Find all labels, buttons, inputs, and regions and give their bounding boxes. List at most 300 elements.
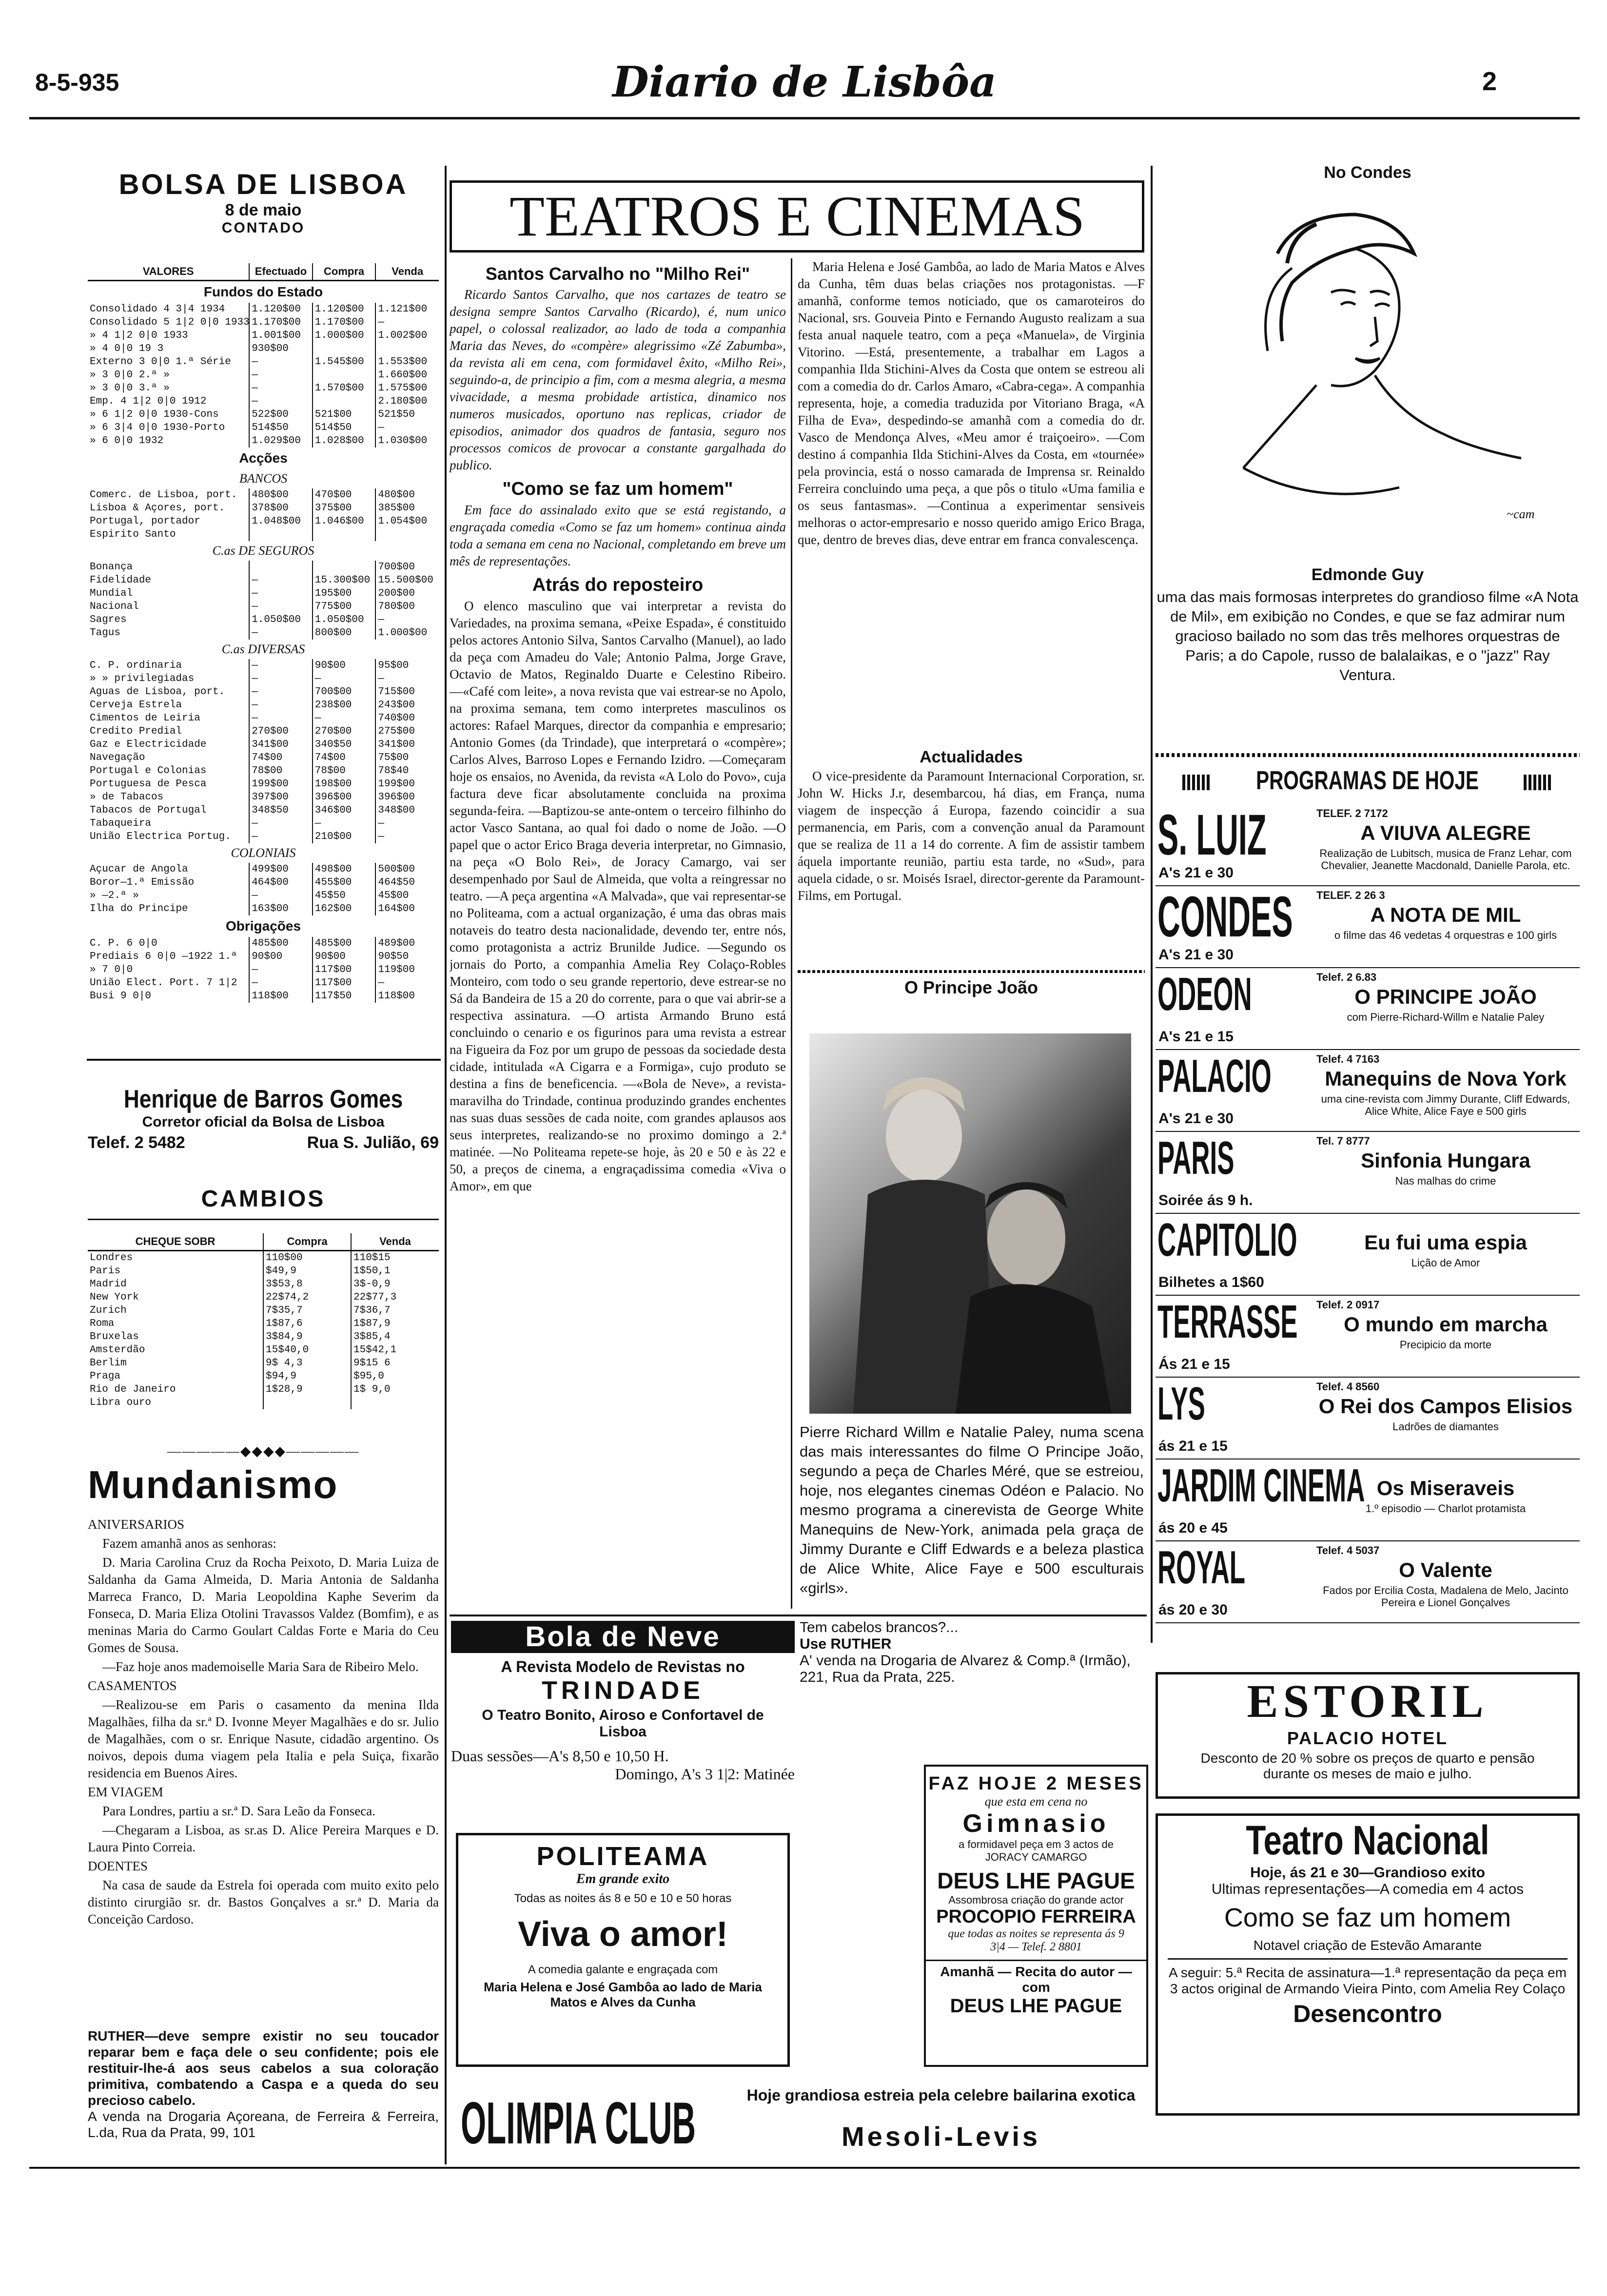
programa-item — [1156, 804, 1580, 886]
table-cell: Açucar de Angola — [90, 864, 188, 875]
table-cell: União Electrica Portug. — [90, 831, 231, 842]
table-cell: 15$42,1 — [351, 1343, 439, 1357]
subgroup-row — [88, 843, 439, 863]
programas-list — [1156, 804, 1580, 1653]
table-cell: 780$00 — [375, 600, 439, 613]
table-cell: Libra ouro — [90, 1397, 152, 1408]
column-header: Efectuado — [249, 263, 313, 281]
programa-item — [1156, 886, 1580, 968]
table-cell: 110$15 — [351, 1251, 439, 1265]
nacional-line-5: A seguir: 5.ª Recita de assinatura—1.ª representação da peça em 3 actos original de Armando Vieira Pinto, com Amelia Rey Colaço — [1168, 1965, 1567, 1996]
table-cell: 385$00 — [375, 502, 439, 515]
table-cell: — — [375, 817, 439, 830]
table-row — [88, 355, 439, 369]
table-cell: — — [249, 355, 313, 369]
table-cell: 1.120$00 — [313, 303, 376, 316]
film-title: O mundo em marcha — [1344, 1313, 1548, 1336]
olimpia-line-1: Hoje grandiosa estreia pela celebre bailarina exotica — [746, 2086, 1136, 2104]
table-cell: 397$00 — [249, 791, 313, 804]
table-row — [88, 1396, 439, 1409]
programa-item — [1156, 1132, 1580, 1214]
subgroup-heading: C.as DE SEGUROS — [212, 544, 314, 558]
table-cell: 485$00 — [313, 937, 376, 950]
table-row — [88, 830, 439, 843]
film-info: Ladrões de diamantes — [1392, 1420, 1499, 1433]
table-cell: $94,9 — [263, 1370, 351, 1383]
session-time: A's 21 e 30 — [1158, 1110, 1234, 1127]
table-cell: 485$00 — [249, 937, 313, 950]
group-heading: Acções — [239, 450, 288, 466]
table-row — [88, 382, 439, 395]
broker-role: Corretor oficial da Bolsa de Lisboa — [142, 1114, 385, 1130]
table-row — [88, 395, 439, 408]
cinema-name: ROYAL — [1157, 1541, 1245, 1594]
table-cell: » 3 0|0 2.ª » — [90, 370, 170, 381]
table-cell: 1.170$00 — [313, 316, 376, 329]
page-number: 2 — [1482, 67, 1497, 96]
table-cell: 95$00 — [375, 659, 439, 672]
table-cell: 78$00 — [249, 764, 313, 778]
table-cell: 1$50,1 — [351, 1265, 439, 1278]
table-cell: Rio de Janeiro — [90, 1384, 176, 1395]
table-cell — [263, 1396, 351, 1409]
table-cell: 346$00 — [313, 804, 376, 817]
table-cell: 1.575$00 — [375, 382, 439, 395]
table-cell: 514$50 — [249, 421, 313, 434]
table-cell: Lisboa & Açores, port. — [90, 503, 225, 514]
table-cell — [249, 528, 313, 541]
paragraph: Fazem amanhã anos as senhoras: — [102, 1536, 276, 1551]
masthead-rule — [29, 117, 1580, 119]
table-row — [88, 434, 439, 448]
table-cell: 522$00 — [249, 408, 313, 421]
table-cell: 375$00 — [313, 502, 376, 515]
table-cell: 1.048$00 — [249, 515, 313, 528]
programa-item — [1156, 1541, 1580, 1623]
table-cell: 378$00 — [249, 502, 313, 515]
table-row — [88, 1330, 439, 1343]
section-label: ANIVERSARIOS — [88, 1517, 185, 1532]
subgroup-heading: BANCOS — [239, 471, 288, 486]
table-cell: — — [375, 976, 439, 990]
cinema-phone: TELEF. 2 7172 — [1316, 807, 1388, 819]
column-header: Venda — [375, 263, 439, 281]
bola-de-neve-ad — [451, 1621, 795, 1818]
cinema-phone: Telef. 4 7163 — [1316, 1053, 1380, 1065]
table-cell: 1.046$00 — [313, 515, 376, 528]
table-cell: 340$50 — [313, 738, 376, 751]
condes-heading: No Condes — [1324, 163, 1411, 182]
table-row — [88, 863, 439, 876]
broker-name: Henrique de Barros Gomes — [123, 1085, 403, 1113]
session-time: A's 21 e 15 — [1158, 1029, 1234, 1045]
gimnasio-ad — [924, 1765, 1148, 2067]
film-still-photo — [809, 1033, 1131, 1414]
article-heading: "Como se faz um homem" — [502, 479, 733, 499]
table-cell: 500$00 — [375, 863, 439, 876]
table-cell: 118$00 — [249, 990, 313, 1003]
table-row — [88, 1343, 439, 1357]
bolsa-section — [88, 168, 439, 236]
table-row — [88, 1317, 439, 1330]
table-cell: 199$00 — [249, 778, 313, 791]
table-cell: 489$00 — [375, 937, 439, 950]
table-cell: Comerc. de Lisboa, port. — [90, 489, 237, 501]
actualidades-body — [798, 768, 1145, 965]
cinema-name: TERRASSE — [1157, 1296, 1298, 1348]
politeama-line-1: Em grande exito — [576, 1871, 670, 1887]
table-row — [88, 316, 439, 329]
gim-line-9: Amanhã — Recita do autor — com — [940, 1964, 1132, 1995]
film-title: O Valente — [1399, 1558, 1492, 1581]
actualidades-heading: Actualidades — [920, 748, 1023, 766]
issue-date: 8-5-935 — [35, 69, 119, 96]
table-cell — [313, 528, 376, 541]
table-cell: 521$50 — [375, 408, 439, 421]
estoril-title: ESTORIL — [1247, 1675, 1489, 1727]
ruther-text: RUTHER—deve sempre existir no seu toucador reparar bem e faça dele o seu confidente; pois ele restituir-lhe-á aos seus cabelos a sua coloração primitiva, combatendo a Caspa e a queda do seu precioso cabelo. — [88, 2028, 439, 2108]
gim-line-4: a formidavel peça em 3 actos de JORACY CAMARGO — [959, 1838, 1114, 1863]
table-cell: — — [375, 672, 439, 685]
table-cell: 199$00 — [375, 778, 439, 791]
table-row — [88, 329, 439, 342]
table-cell: Tagus — [90, 627, 121, 639]
table-cell: — — [249, 672, 313, 685]
table-cell: — — [313, 672, 376, 685]
bola-line-5: Domingo, A's 3 1|2: Matinée — [615, 1765, 795, 1783]
table-cell: 45$00 — [375, 889, 439, 902]
table-cell: — — [375, 316, 439, 329]
table-cell: Portugal e Colonias — [90, 765, 207, 777]
table-cell: — — [249, 817, 313, 830]
table-cell: Cimentos de Leiria — [90, 713, 200, 724]
article-body: Em face do assinalado exito que se está registando, a engraçada comedia «Como se faz um homem» continua ainda toda a semana em cena no Nacional, completando em breve um mês de representações. — [450, 503, 786, 568]
table-row — [88, 778, 439, 791]
table-cell: 270$00 — [313, 725, 376, 738]
table-cell: Boror—1.ª Emissão — [90, 877, 195, 888]
newspaper-title: Diario de Lisbôa — [612, 58, 997, 107]
table-cell: » 6 1|2 0|0 1930-Cons — [90, 409, 219, 420]
table-cell: » 4 1|2 0|0 1933 — [90, 330, 188, 341]
table-cell: 74$00 — [313, 751, 376, 764]
table-cell: — — [375, 421, 439, 434]
table-cell: 9$ 4,3 — [263, 1357, 351, 1370]
table-cell: 3$85,4 — [351, 1330, 439, 1343]
estoril-line-1: PALACIO HOTEL — [1287, 1728, 1449, 1748]
table-row — [88, 369, 439, 382]
table-row — [88, 976, 439, 990]
table-cell: — — [375, 613, 439, 626]
estoril-ad — [1156, 1672, 1580, 1799]
film-title: Os Miseraveis — [1376, 1477, 1515, 1499]
table-cell: 22$77,3 — [351, 1291, 439, 1304]
table-cell: União Elect. Port. 7 1|2 — [90, 977, 237, 989]
bola-line-4: Duas sessões—A's 8,50 e 10,50 H. — [451, 1747, 669, 1765]
table-cell: — — [249, 659, 313, 672]
table-cell: » 6 3|4 0|0 1930-Porto — [90, 422, 225, 433]
teatros-column-2-top — [798, 258, 1145, 739]
table-row — [88, 817, 439, 830]
film-title: A NOTA DE MIL — [1370, 903, 1521, 926]
table-cell: Zurich — [90, 1305, 127, 1316]
table-row — [88, 613, 439, 626]
table-row — [88, 587, 439, 600]
cinema-phone: Tel. 7 8777 — [1316, 1135, 1370, 1147]
table-cell: 243$00 — [375, 699, 439, 712]
ruther-ad-left — [88, 2028, 439, 2145]
broker-ad — [88, 1085, 439, 1152]
table-cell: 521$00 — [313, 408, 376, 421]
table-cell: New York — [90, 1292, 139, 1303]
table-cell: 163$00 — [249, 902, 313, 915]
nacional-line-2: Ultimas representações—A comedia em 4 actos — [1211, 1881, 1524, 1897]
session-time: Bilhetes a 1$60 — [1158, 1274, 1264, 1290]
olimpia-title: OLIMPIA CLUB — [461, 2090, 696, 2156]
sketch-signature: ~cam — [1507, 507, 1535, 521]
table-cell: — — [249, 626, 313, 640]
table-cell: 117$50 — [313, 990, 376, 1003]
table-cell: — — [249, 369, 313, 382]
table-cell: Tabacos de Portugal — [90, 805, 207, 816]
table-cell: 1.050$00 — [249, 613, 313, 626]
table-row — [88, 574, 439, 587]
table-cell: 195$00 — [313, 587, 376, 600]
table-row — [88, 990, 439, 1003]
table-cell: 275$00 — [375, 725, 439, 738]
table-row — [88, 659, 439, 672]
section-label: EM VIAGEM — [88, 1785, 163, 1799]
table-cell — [313, 395, 376, 408]
cinema-name: PARIS — [1157, 1132, 1235, 1184]
table-cell: Ilha do Principe — [90, 903, 188, 915]
bola-line-1: A Revista Modelo de Revistas no — [501, 1658, 745, 1675]
table-cell: 514$50 — [313, 421, 376, 434]
cambios-table — [88, 1233, 439, 1438]
table-row — [88, 1370, 439, 1383]
subgroup-row — [88, 541, 439, 561]
politeama-line-3: Viva o amor! — [518, 1915, 728, 1954]
cabelos-line-3: A' venda na Drogaria de Alvarez & Comp.ª (Irmão), 221, Rua da Prata, 225. — [800, 1653, 1131, 1685]
table-cell: 78$00 — [313, 764, 376, 778]
table-cell: Londres — [90, 1252, 133, 1264]
table-cell: Paris — [90, 1265, 121, 1277]
table-row — [88, 725, 439, 738]
table-row — [88, 626, 439, 640]
broker-phone: Telef. 2 5482 — [88, 1133, 185, 1152]
table-cell: 1.030$00 — [375, 434, 439, 448]
table-cell: — — [249, 976, 313, 990]
table-cell: 396$00 — [375, 791, 439, 804]
table-header-row — [88, 263, 439, 281]
table-cell: — — [249, 600, 313, 613]
politeama-title: POLITEAMA — [536, 1842, 709, 1871]
table-cell — [313, 342, 376, 355]
politeama-ad — [456, 1833, 790, 2067]
table-cell: 1.120$00 — [249, 303, 313, 316]
broker-address: Rua S. Julião, 69 — [307, 1133, 439, 1152]
table-cell: $49,9 — [263, 1265, 351, 1278]
table-cell: Credito Predial — [90, 726, 182, 737]
film-info: Realização de Lubitsch, musica de Franz Lehar, com Chevalier, Jeanette Macdonald, Danielle Parola, etc. — [1319, 847, 1572, 872]
gim-line-6: Assombrosa criação do grande actor — [948, 1894, 1124, 1906]
bola-line-2: TRINDADE — [542, 1676, 704, 1705]
column-rule-2 — [1151, 166, 1153, 1643]
table-cell: 396$00 — [313, 791, 376, 804]
table-row — [88, 528, 439, 541]
table-cell: » —2.ª » — [90, 890, 139, 901]
table-cell: » 4 0|0 19 3 — [90, 343, 164, 354]
table-cell: — — [375, 830, 439, 843]
table-cell: 480$00 — [249, 488, 313, 502]
film-info: Precipicio da morte — [1399, 1339, 1492, 1351]
programa-item — [1156, 1459, 1580, 1541]
table-cell — [375, 528, 439, 541]
article-body: Ricardo Santos Carvalho, que nos cartazes de teatro se designa sempre Santos Carvalho (Ricardo), é, num unico papel, o colossal realizador, ao lado de toda a companhia Maria das Neves, do «compère» alegrissimo «Zé Zabumba», da revista ali em cena, com formidavel êxito, «Milho Rei», seguindo-a, de principio a fim, com a mesma alegria, a mesma vivacidade, a mesma probidade artistica, dinamico nos numeros musicados, oportuno nas replicas, criador de episodios, animador dos quadros de fantasia, seguro nos processos comicos de provocar a constante gargalhada do publico. — [450, 287, 786, 472]
article-heading: Santos Carvalho no "Milho Rei" — [485, 264, 750, 284]
column-header: Compra — [263, 1233, 351, 1251]
cinema-phone: Telef. 4 8560 — [1316, 1381, 1380, 1393]
table-cell: Gaz e Electricidade — [90, 739, 207, 750]
table-cell: 45$50 — [313, 889, 376, 902]
section-label: CASAMENTOS — [88, 1678, 177, 1693]
table-cell: 1.553$00 — [375, 355, 439, 369]
table-cell: 700$00 — [313, 685, 376, 699]
film-still-figures — [809, 1033, 1131, 1414]
table-row — [88, 751, 439, 764]
nacional-line-1: Hoje, ás 21 e 30—Grandioso exito — [1250, 1865, 1485, 1881]
table-cell: 119$00 — [375, 963, 439, 976]
cabelos-line-2: Use RUTHER — [800, 1636, 892, 1652]
mundanismo-body — [88, 1516, 439, 2082]
session-time: ás 21 e 15 — [1158, 1438, 1228, 1454]
table-cell: Amsterdão — [90, 1344, 145, 1356]
session-time: ás 20 e 45 — [1158, 1520, 1228, 1536]
table-cell: C. P. 6 0|0 — [90, 938, 157, 949]
table-row — [88, 764, 439, 778]
gim-line-3: Gimnasio — [962, 1810, 1110, 1838]
paragraph: —Chegaram a Lisboa, as sr.as D. Alice Pereira Marques e D. Laura Pinto Correia. — [88, 1823, 439, 1854]
table-cell: 117$00 — [313, 963, 376, 976]
gim-line-2: que esta em cena no — [984, 1794, 1088, 1809]
table-row — [88, 1357, 439, 1370]
film-info: Nas malhas do crime — [1395, 1175, 1496, 1187]
table-row — [88, 672, 439, 685]
edmonde-guy-sketch — [1170, 195, 1560, 556]
cinema-name: CAPITOLIO — [1157, 1214, 1297, 1266]
programa-item — [1156, 1296, 1580, 1378]
table-cell: Espirito Santo — [90, 529, 176, 540]
teatros-column-1 — [450, 258, 786, 1609]
table-cell: 90$00 — [249, 950, 313, 963]
table-row — [88, 408, 439, 421]
table-cell: 3$-0,9 — [351, 1278, 439, 1291]
table-cell: 22$74,2 — [263, 1291, 351, 1304]
subgroup-heading: COLONIAIS — [231, 846, 296, 860]
table-cell: 210$00 — [313, 830, 376, 843]
film-title: Sinfonia Hungara — [1361, 1149, 1530, 1172]
table-cell: Navegação — [90, 752, 145, 763]
cinema-name: JARDIM CINEMA — [1157, 1459, 1365, 1512]
column-header: Compra — [313, 263, 376, 281]
table-cell: 348$00 — [375, 804, 439, 817]
table-cell: — — [249, 587, 313, 600]
gim-line-7: PROCOPIO FERREIRA — [936, 1907, 1136, 1927]
mundanismo-title: Mundanismo — [88, 1463, 338, 1506]
table-row — [88, 902, 439, 915]
table-cell: Bonança — [90, 562, 133, 573]
paragraph: D. Maria Carolina Cruz da Rocha Peixoto, D. Maria Luiza de Saldanha da Gama Almeida, D. Maria Antonia de Saldanha Marreca Franco, D. Maria Leopoldina Kaphe Severim da Fonseca, D. Maria Eliza Otolini Travassos Valdez (Bomfim), e as meninas Maria do Carmo Goulart Caldas Forte e Maria do Ceu Gomes de Sousa. — [88, 1555, 439, 1655]
table-cell: 740$00 — [375, 712, 439, 725]
table-cell: — — [249, 699, 313, 712]
table-cell: 7$35,7 — [263, 1304, 351, 1317]
table-cell: 7$36,7 — [351, 1304, 439, 1317]
cinema-phone: Telef. 4 5037 — [1316, 1544, 1380, 1557]
bolsa-grid — [88, 263, 439, 1003]
table-cell: 78$40 — [375, 764, 439, 778]
table-cell: 3$84,9 — [263, 1330, 351, 1343]
group-row — [88, 281, 439, 303]
table-cell: Portuguesa de Pesca — [90, 778, 207, 790]
teatros-banner: TEATROS E CINEMAS — [509, 184, 1085, 248]
table-cell: 700$00 — [375, 561, 439, 574]
table-cell: 1.545$00 — [313, 355, 376, 369]
table-cell — [313, 369, 376, 382]
principe-caption: Pierre Richard Willm e Natalie Paley, numa scena das mais interessantes do filme O Principe João, segundo a peça de Charles Méré, que se estreiou, hoje, nos elegantes cinemas Odéon e Palacio. No mesmo programa a cinerevista de George White Manequins de New-York, animada pela graça de Jimmy Durante e Cliff Edwards e a beleza plastica de Alice White, Alice Faye e 500 esculturais «girls». — [800, 1423, 1144, 1596]
table-cell: 15.300$00 — [313, 574, 376, 587]
principe-heading: O Principe João — [904, 977, 1039, 997]
table-cell: — — [249, 963, 313, 976]
table-cell: — — [313, 817, 376, 830]
table-cell: 1.001$00 — [249, 329, 313, 342]
film-title: Eu fui uma espia — [1364, 1231, 1527, 1254]
table-cell: 464$50 — [375, 876, 439, 889]
film-title: A VIUVA ALEGRE — [1360, 821, 1531, 844]
nacional-title: Teatro Nacional — [1246, 1817, 1489, 1863]
table-cell: C. P. ordinaria — [90, 660, 182, 671]
column-header: Venda — [351, 1233, 439, 1251]
table-row — [88, 950, 439, 963]
cinema-name: CONDES — [1157, 886, 1293, 949]
cinema-phone: Telef. 2 6.83 — [1316, 971, 1377, 983]
table-header-row — [88, 1233, 439, 1251]
film-info: uma cine-revista com Jimmy Durante, Cliff Edwards, Alice White, Alice Faye e 500 girls — [1321, 1093, 1570, 1117]
table-cell: 1$87,6 — [263, 1317, 351, 1330]
politeama-line-4: A comedia galante e engraçada com — [528, 1963, 718, 1976]
actualidades-text: O vice-presidente da Paramount Internacional Corporation, sr. John W. Hicks J.r, desembarcou, há dias, em França, numa viagem de inspecção á Europa, fazendo coincidir a sua permanencia, em Paris, com a convenção anual da Paramount que se realiza de 11 a 14 do corrente. A fim de assistir tambem áquela importante reunião, partiu esta tarde, no «Sud», para aquela cidade, o sr. Moisés Israel, director-gerente da Paramount-Films, em Portugal. — [798, 769, 1145, 903]
table-cell: Aguas de Lisboa, port. — [90, 686, 225, 698]
table-cell: 480$00 — [375, 488, 439, 502]
table-cell: 1.000$00 — [313, 329, 376, 342]
table-cell: Portugal, portador — [90, 516, 200, 527]
table-cell: 198$00 — [313, 778, 376, 791]
table-cell — [375, 342, 439, 355]
table-cell: 118$00 — [375, 990, 439, 1003]
table-cell: Tabaqueira — [90, 818, 152, 829]
table-row — [88, 1251, 439, 1265]
page-bottom-rule — [29, 2167, 1580, 2169]
bolsa-date: 8 de maio — [225, 201, 302, 219]
table-cell: 1.121$00 — [375, 303, 439, 316]
table-row — [88, 876, 439, 889]
table-cell: 930$00 — [249, 342, 313, 355]
olimpia-line-2: Mesoli-Levis — [841, 2121, 1041, 2152]
table-row — [88, 421, 439, 434]
teatro-nacional-ad — [1156, 1813, 1580, 2116]
column-header: CHEQUE SOBR — [88, 1233, 263, 1251]
table-cell: 162$00 — [313, 902, 376, 915]
film-title: O PRINCIPE JOÃO — [1354, 985, 1537, 1008]
table-cell: 1.029$00 — [249, 434, 313, 448]
